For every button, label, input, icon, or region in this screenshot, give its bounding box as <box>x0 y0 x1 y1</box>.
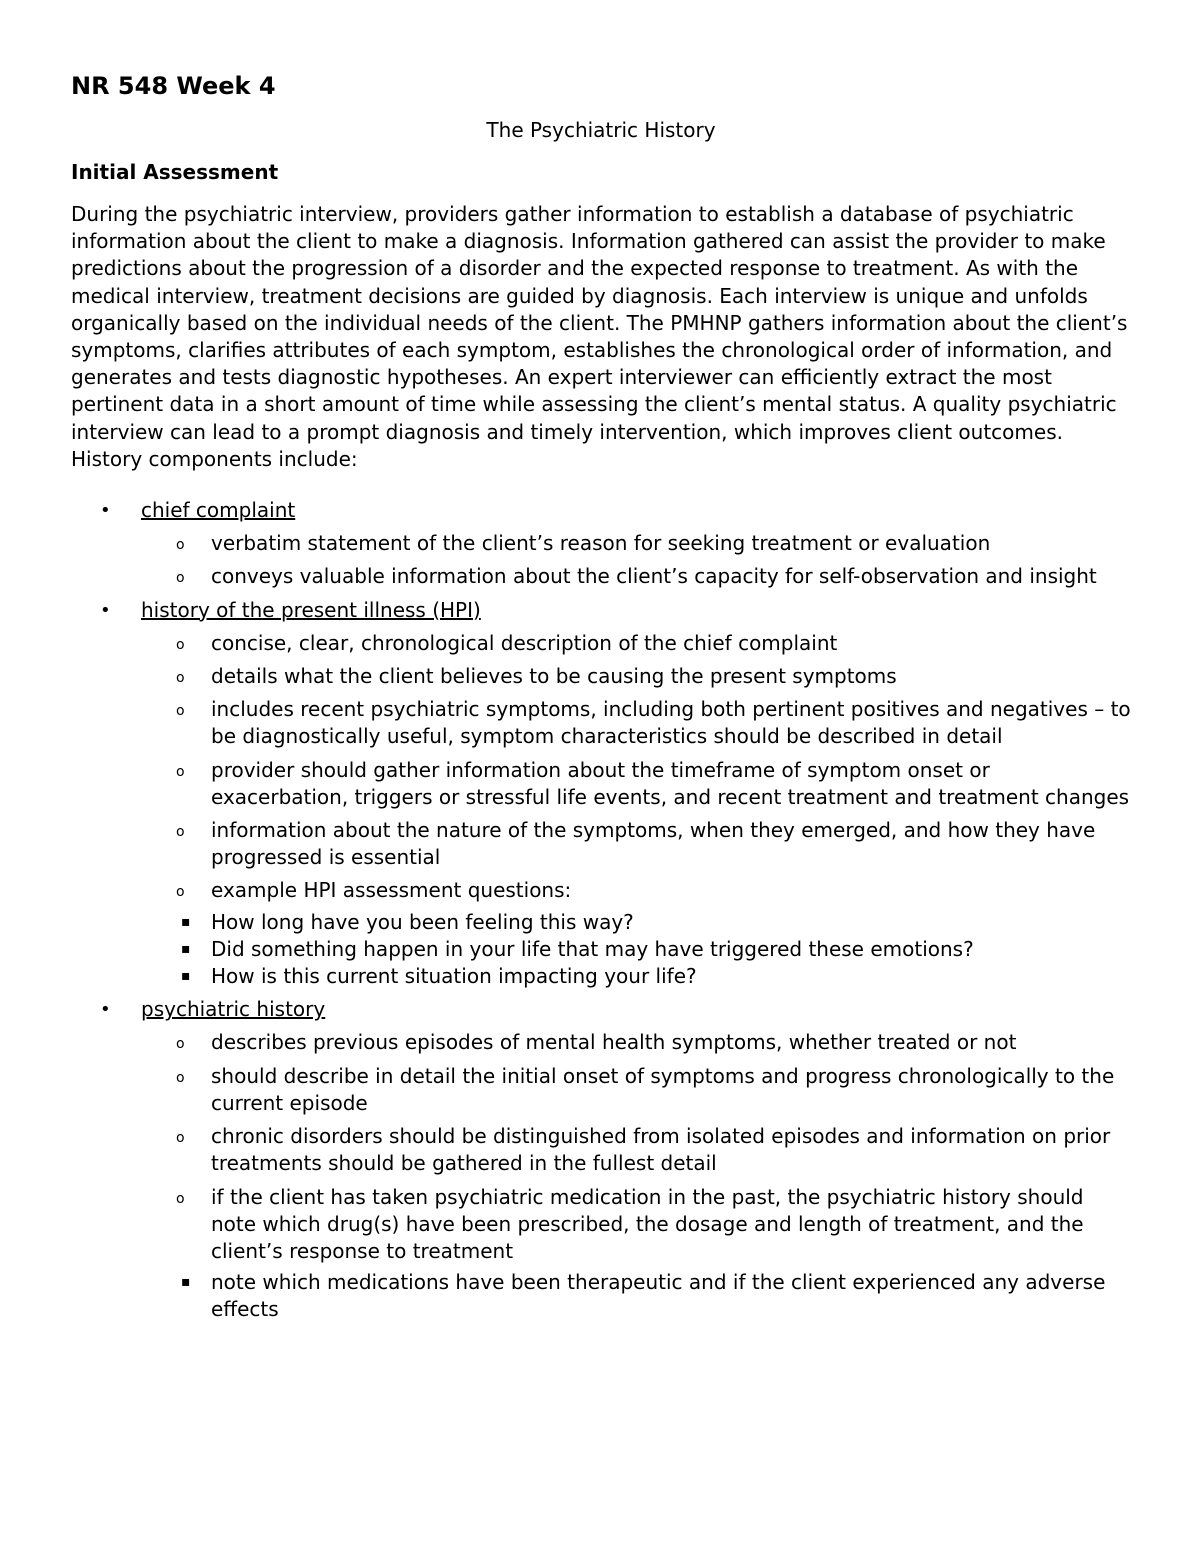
square-bullet-icon: ▪ <box>181 940 191 957</box>
circle-bullet-icon: o <box>176 884 185 901</box>
circle-bullet-icon: o <box>176 1036 185 1053</box>
square-bullet-icon: ▪ <box>181 913 191 930</box>
circle-bullet-icon: o <box>176 537 185 554</box>
bullet-icon: • <box>100 500 111 522</box>
detail-item <box>70 1029 1131 1056</box>
detail-item <box>70 1063 1131 1117</box>
intro-paragraph: During the psychiatric interview, providers gather information to establish a database of psychiatric information about the client to make a diagnosis. Information gathered can assist the provider to make predictions about the progression of a disorder and the expected response to treatment. As with the medical interview, treatment decisions are guided by diagnosis. Each interview is unique and unfolds organically based on the individual needs of the client. The PMHNP gathers information about the client’s symptoms, clarifies attributes of each symptom, establishes the chronological order of information, and generates and tests diagnostic hypotheses. An expert interviewer can efficiently extract the most pertinent data in a short amount of time while assessing the client’s mental status. A quality psychiatric interview can lead to a prompt diagnosis and timely intervention, which improves client outcomes. History components include: <box>71 202 1128 471</box>
circle-bullet-icon: o <box>176 570 185 587</box>
square-bullet-icon: ▪ <box>181 968 191 985</box>
component-topic: history of the present illness (HPI) <box>141 597 481 622</box>
detail-item <box>70 530 1131 557</box>
circle-bullet-icon: o <box>176 703 185 720</box>
circle-bullet-icon: o <box>176 670 185 687</box>
component-details <box>141 1029 1131 1323</box>
section-heading: Initial Assessment <box>71 160 279 184</box>
question-text: Did something happen in your life that may have triggered these emotions? <box>211 936 974 961</box>
circle-bullet-icon: o <box>176 824 185 841</box>
detail-item <box>70 663 1131 690</box>
medication-notes-list <box>181 1269 1131 1323</box>
bullet-icon: • <box>100 599 111 621</box>
detail-text: if the client has taken psychiatric medication in the past, the psychiatric history should note which drug(s) have been prescribed, the dosage and length of treatment, and the client’s response to treatment <box>211 1184 1084 1263</box>
detail-item <box>70 630 1131 657</box>
detail-item <box>70 757 1131 811</box>
circle-bullet-icon: o <box>176 1190 185 1207</box>
document-title: NR 548 Week 4 <box>71 72 276 100</box>
document-page <box>71 70 1131 1330</box>
component-item <box>71 497 1131 591</box>
detail-item <box>70 696 1131 750</box>
circle-bullet-icon: o <box>176 1069 185 1086</box>
detail-text: conveys valuable information about the client’s capacity for self-observation and insight <box>211 564 1097 589</box>
circle-bullet-icon: o <box>176 1130 185 1147</box>
document-subtitle: The Psychiatric History <box>486 118 716 142</box>
square-bullet-icon: ▪ <box>181 1274 191 1291</box>
detail-text: details what the client believes to be causing the present symptoms <box>211 664 897 689</box>
detail-item <box>70 877 1131 990</box>
component-item <box>71 996 1131 1323</box>
question-text: How long have you been feeling this way? <box>211 909 634 934</box>
circle-bullet-icon: o <box>176 763 185 780</box>
detail-text: includes recent psychiatric symptoms, including both pertinent positives and negatives – to be diagnostically useful, symptom characteristics should be described in detail <box>211 697 1131 749</box>
detail-text: should describe in detail the initial onset of symptoms and progress chronologically to the current episode <box>211 1063 1115 1115</box>
detail-item <box>70 1184 1131 1324</box>
detail-text: concise, clear, chronological description of the chief complaint <box>211 630 838 655</box>
detail-text: verbatim statement of the client’s reason for seeking treatment or evaluation <box>211 531 991 556</box>
history-components-list <box>71 497 1131 1323</box>
question-text: How is this current situation impacting your life? <box>211 964 697 989</box>
component-details <box>141 630 1131 990</box>
detail-text: provider should gather information about the timeframe of symptom onset or exacerbation, triggers or stressful life events, and recent treatment and treatment changes <box>211 757 1130 809</box>
example-questions-list <box>181 909 1131 991</box>
detail-text: example HPI assessment questions: <box>211 878 572 903</box>
component-topic: psychiatric history <box>141 997 326 1022</box>
medication-note <box>141 1269 1131 1323</box>
detail-item <box>70 563 1131 590</box>
detail-item <box>70 1123 1131 1177</box>
example-question <box>141 963 1131 990</box>
detail-text: chronic disorders should be distinguished from isolated episodes and information on prior treatments should be gathered in the fullest detail <box>211 1124 1111 1176</box>
bullet-icon: • <box>100 999 111 1021</box>
detail-text: information about the nature of the symptoms, when they emerged, and how they have progressed is essential <box>211 818 1096 870</box>
detail-text: describes previous episodes of mental health symptoms, whether treated or not <box>211 1030 1017 1055</box>
example-question <box>141 909 1131 936</box>
example-question <box>141 936 1131 963</box>
component-details <box>141 530 1131 590</box>
circle-bullet-icon: o <box>176 636 185 653</box>
note-text: note which medications have been therapeutic and if the client experienced any adverse effects <box>211 1270 1106 1322</box>
component-topic: chief complaint <box>141 498 296 523</box>
detail-item <box>70 817 1131 871</box>
component-item <box>71 597 1131 991</box>
